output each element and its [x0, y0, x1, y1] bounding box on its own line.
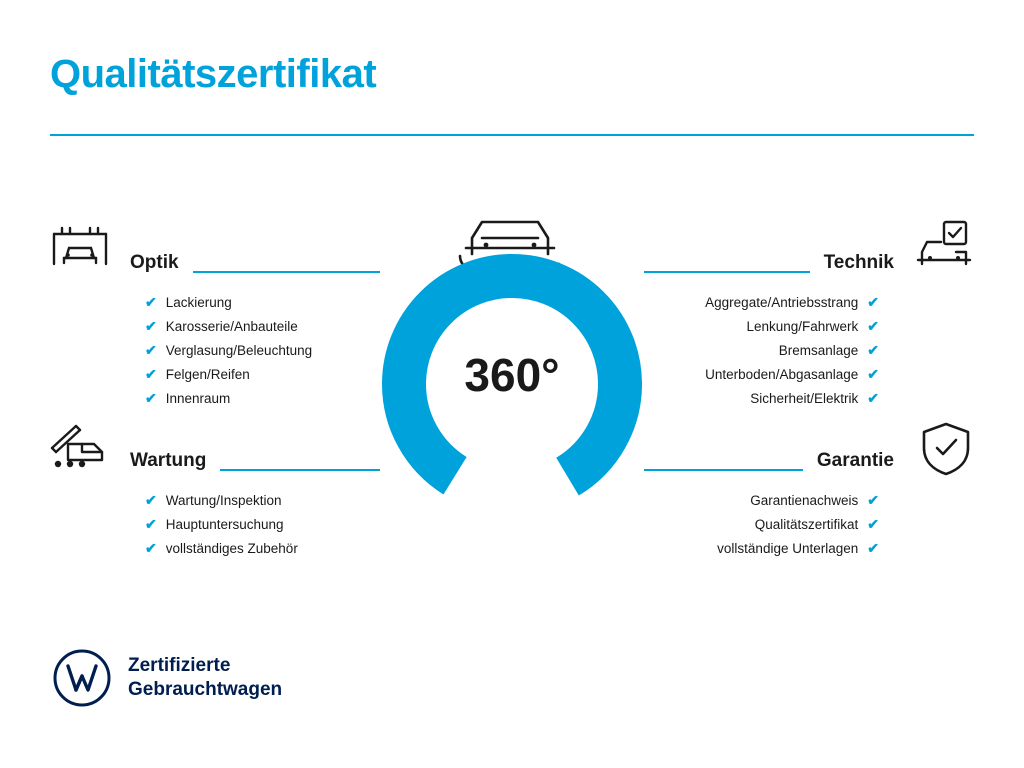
block-technik	[644, 236, 894, 410]
list-item-label: Garantienachweis	[750, 492, 859, 508]
block-garantie-title: Garantie	[816, 450, 894, 471]
check-icon: ✔	[145, 390, 157, 406]
list-item-label: Wartung/Inspektion	[165, 492, 282, 508]
list-item-label: Lackierung	[165, 294, 232, 310]
check-icon: ✔	[867, 390, 879, 406]
check-icon: ✔	[145, 366, 157, 382]
degrees-label: 360°	[464, 349, 560, 401]
check-icon: ✔	[867, 294, 879, 310]
list-item	[130, 386, 380, 410]
footer-line-1: Zertifizierte	[128, 654, 231, 676]
block-technik-rule	[644, 271, 810, 273]
list-item-label: vollständige Unterlagen	[717, 540, 859, 556]
list-item-label: Lenkung/Fahrwerk	[746, 318, 859, 334]
car-wash-icon	[48, 214, 112, 276]
list-item-label: Hauptuntersuchung	[165, 516, 284, 532]
block-optik-title: Optik	[130, 252, 179, 273]
block-garantie-rule	[644, 469, 803, 471]
list-item	[644, 362, 894, 386]
title-divider	[50, 134, 974, 136]
check-icon: ✔	[867, 516, 879, 532]
check-icon: ✔	[867, 540, 879, 556]
list-item	[644, 536, 894, 560]
shield-check-icon	[914, 418, 978, 480]
page-title: Qualitätszertifikat	[50, 52, 377, 96]
list-item-label: Aggregate/Antriebsstrang	[705, 294, 859, 310]
footer-line-2: Gebrauchtwagen	[128, 679, 283, 700]
list-item	[644, 512, 894, 536]
car-lift-icon	[46, 414, 110, 476]
list-item	[130, 536, 380, 560]
block-wartung	[130, 434, 380, 560]
check-icon: ✔	[145, 540, 157, 556]
check-icon: ✔	[145, 492, 157, 508]
list-item-label: Unterboden/Abgasanlage	[705, 366, 859, 382]
block-garantie	[644, 434, 894, 560]
block-optik-rule	[193, 271, 380, 273]
list-item	[130, 362, 380, 386]
list-item-label: vollständiges Zubehör	[165, 540, 298, 556]
block-optik-items	[130, 290, 380, 410]
check-icon: ✔	[867, 492, 879, 508]
block-wartung-items	[130, 488, 380, 560]
list-item-label: Bremsanlage	[778, 342, 859, 358]
block-wartung-rule	[220, 469, 380, 471]
check-icon: ✔	[145, 294, 157, 310]
block-optik	[130, 236, 380, 410]
check-icon: ✔	[867, 318, 879, 334]
list-item	[644, 386, 894, 410]
block-wartung-title: Wartung	[130, 450, 207, 471]
list-item	[130, 314, 380, 338]
block-wartung-header	[130, 434, 380, 474]
block-technik-header	[644, 236, 894, 276]
check-icon: ✔	[867, 342, 879, 358]
block-technik-title: Technik	[823, 252, 894, 273]
block-optik-header	[130, 236, 380, 276]
list-item-label: Sicherheit/Elektrik	[750, 390, 859, 406]
block-garantie-header	[644, 434, 894, 474]
list-item	[644, 314, 894, 338]
check-icon: ✔	[145, 516, 157, 532]
list-item-label: Innenraum	[165, 390, 231, 406]
block-technik-items	[644, 290, 894, 410]
list-item-label: Qualitätszertifikat	[754, 516, 859, 532]
list-item	[130, 338, 380, 362]
list-item	[644, 338, 894, 362]
check-icon: ✔	[145, 342, 157, 358]
donut-360-check	[378, 250, 646, 518]
block-garantie-items	[644, 488, 894, 560]
footer-brand	[52, 648, 282, 708]
check-icon: ✔	[145, 318, 157, 334]
list-item	[644, 488, 894, 512]
vw-logo-icon	[52, 648, 112, 708]
list-item	[130, 290, 380, 314]
list-item	[130, 512, 380, 536]
list-item-label: Verglasung/Beleuchtung	[165, 342, 313, 358]
list-item-label: Felgen/Reifen	[165, 366, 250, 382]
car-checklist-icon	[912, 214, 976, 276]
list-item	[644, 290, 894, 314]
footer-text	[128, 654, 282, 703]
list-item-label: Karosserie/Anbauteile	[165, 318, 298, 334]
check-icon: ✔	[867, 366, 879, 382]
list-item	[130, 488, 380, 512]
